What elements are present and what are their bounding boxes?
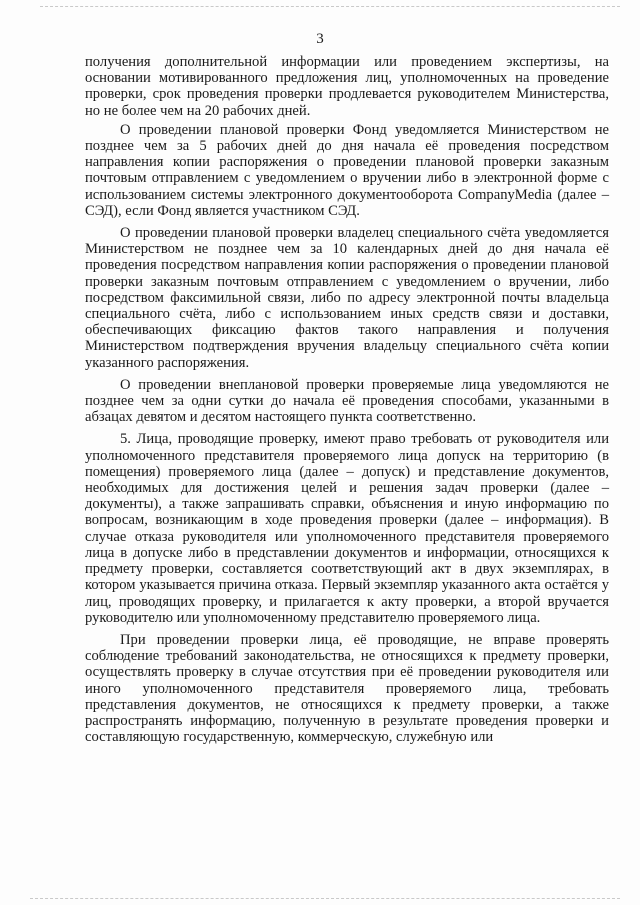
paragraph-inspector-restrictions: При проведении проверки лица, её проводящие, не вправе проверять соблюдение требований законодательства, не относящихся к предмету проверки, осуществлять проверку в случае отсутствия при её проведении руководителя или иного уполномоченного представителя проверяемого лица, требовать представления документов, не относящихся к предмету проверки, а также распространять информацию, полученную в результате проведения проверки и составляющую государственную, коммерческую, служебную или — [85, 631, 609, 746]
scan-edge-top — [40, 6, 620, 7]
paragraph-extension-term: получения дополнительной информации или проведением экспертизы, на основании мотивированного предложения лиц, уполномоченных на проведение проверки, срок проведения проверки продлевается руководителем Министерства, но не более чем на 20 рабочих дней. — [85, 54, 609, 119]
paragraph-account-owner-notification: О проведении плановой проверки владелец специального счёта уведомляется Министерством не позднее чем за 10 календарных дней до дня начала её проведения посредством направления копии распоряжения о проведении плановой проверки заказным почтовым отправлением с уведомлением о вручении, либо посредством факсимильной связи, либо по адресу электронной почты владельца специального счёта, либо с использованием иных средств связи и доставки, обеспечивающих фиксацию фактов такого направления и получения Министерством подтверждения вручения владельцу специального счёта копии указанного распоряжения. — [85, 225, 609, 371]
paragraph-unscheduled-notification: О проведении внеплановой проверки проверяемые лица уведомляются не позднее чем за одни сутки до начала её проведения способами, указанными в абзацах девятом и десятом настоящего пункта соответственно. — [85, 376, 609, 426]
scan-edge-bottom — [30, 898, 620, 899]
paragraph-fund-notification: О проведении плановой проверки Фонд уведомляется Министерством не позднее чем за 5 рабочих дней до дня начала её проведения посредством направления копии распоряжения о проведении плановой проверки заказным почтовым отправлением с уведомлением о вручении либо в электронной форме с использованием системы электронного документооборота CompanyMedia (далее – СЭД), если Фонд является участником СЭД. — [85, 121, 609, 219]
page-number: 3 — [316, 31, 324, 47]
document-body — [85, 54, 609, 748]
paragraph-inspector-rights: 5. Лица, проводящие проверку, имеют право требовать от руководителя или уполномоченного представителя проверяемого лица допуск на территорию (в помещения) проверяемого лица (далее – допуск) и представление документов, необходимых для достижения целей и решения задач проверки (далее – документы), а также запрашивать справки, объяснения и иную информацию по вопросам, возникающим в ходе проведения проверки (далее – информация). В случае отказа руководителя или уполномоченного представителя проверяемого лица в допуске либо в представлении документов и информации, относящихся к предмету проверки, составляется соответствующий акт в двух экземплярах, в котором указывается причина отказа. Первый экземпляр указанного акта остаётся у лиц, проводящих проверку, и прилагается к акту проверки, а второй вручается руководителю или уполномоченному представителю проверяемого лица. — [85, 431, 609, 626]
